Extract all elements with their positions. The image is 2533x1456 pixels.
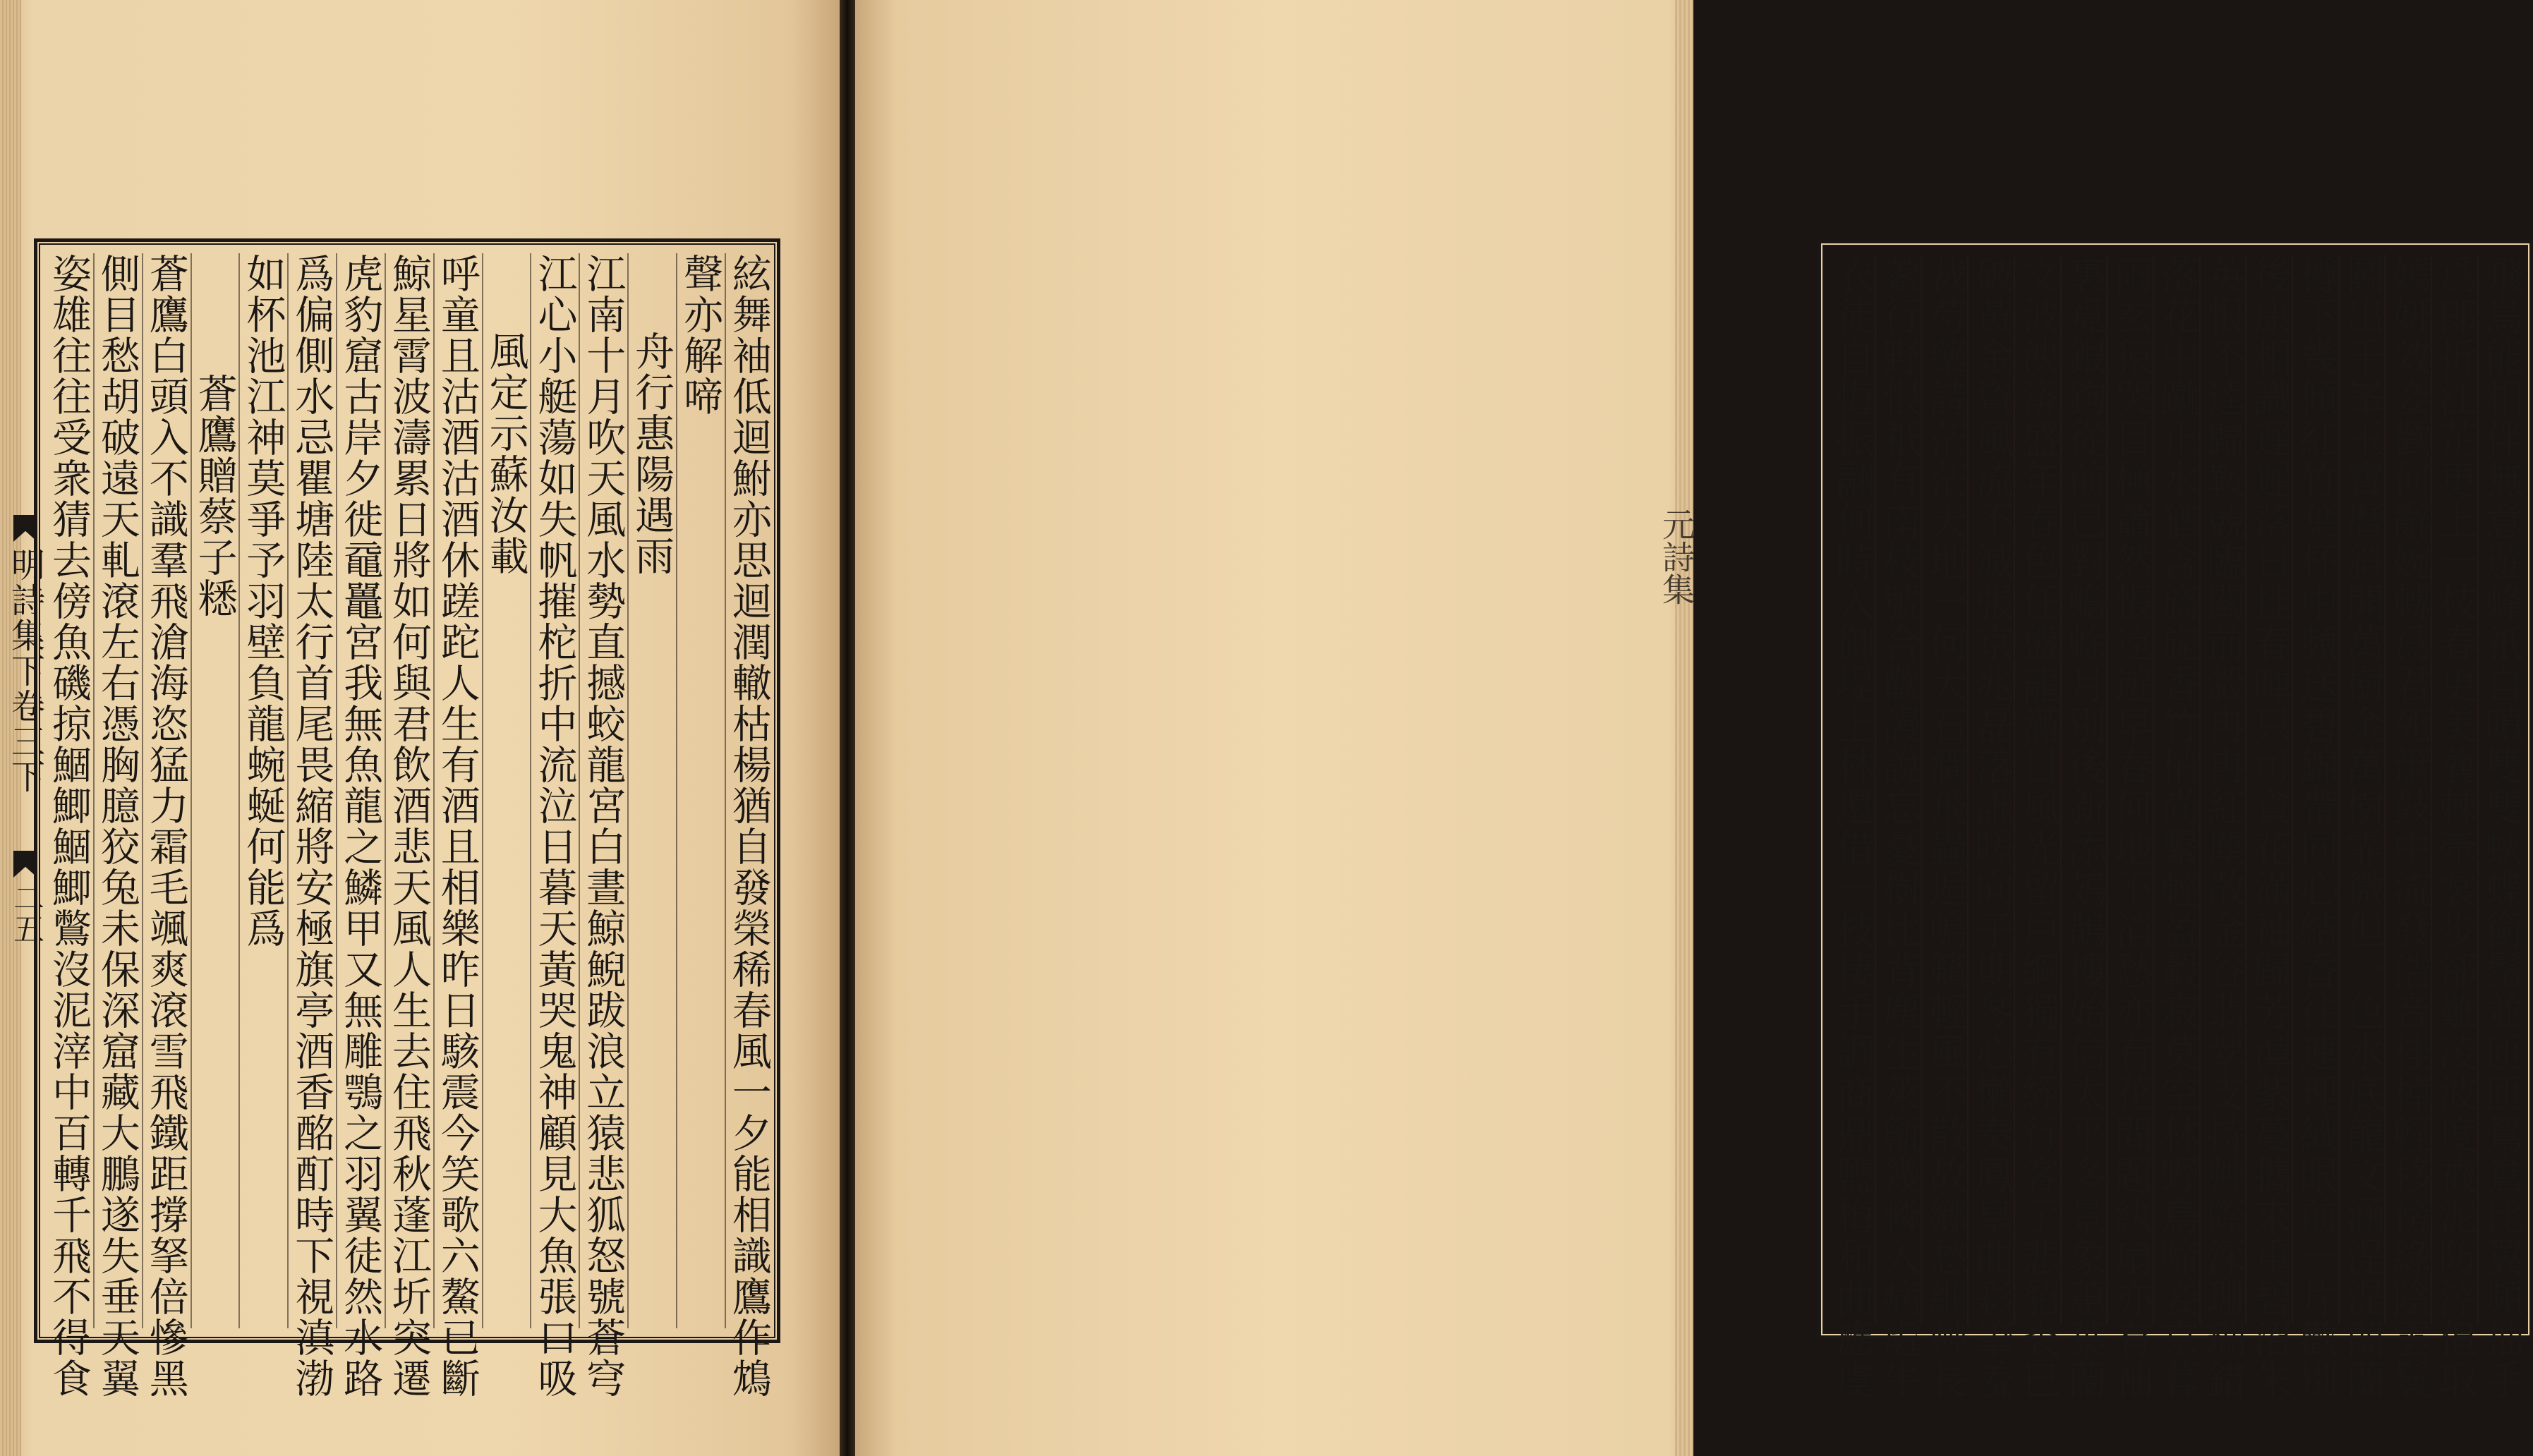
text-column: 爲偏側水忌瞿塘陸太行首尾畏縮將安極旗亭酒香酩酊時下視滇渤: [289, 253, 335, 1399]
text-column: 風定示蘇汝載: [482, 253, 526, 1328]
text-column: 蒼鷹贈蔡子䊝: [191, 253, 234, 1328]
text-column: 舟行惠陽遇雨: [627, 253, 671, 1328]
text-column: 後康相識遲遲落日挂春暉只可貪花滿袖歸芳潭紫蔓攜來重碧沼朱: [2247, 255, 2293, 1400]
left-page: [0, 0, 840, 1456]
text-column: 樽下幾傾紅竹葉杯中頻送碧錦帶同心結香往連理織眼前一片歡別: [2293, 255, 2340, 1400]
right-margin-strip: [1657, 240, 1695, 1333]
text-column: 縈行野恨祇有南枝號合歡謾說忘憂樹比背塵生萊甔幾憐入病處牛: [1875, 255, 1922, 1400]
text-column: 江南十月吹天風水勢直撼蛟龍宮白晝鯨鯢跋浪立猿悲狐怒號蒼穹: [580, 253, 627, 1399]
left-columns: [46, 253, 772, 1399]
text-column: 聲亦解啼: [676, 253, 720, 1328]
text-column: 爲郎折江芷更上一枝春更美蘘棘牽裳步郤難凌波度襪泥防滓但取: [2432, 255, 2479, 1400]
right-text-frame: [1818, 240, 2533, 1400]
text-column: 英恨不逵歸鞍競臨闗前轂冉冉紅塵散金谷翡翠支持艸際深珊瑚錯: [2200, 255, 2247, 1400]
text-column: 落花中蹴止水猶含旖旎香竹梢尚繫輕盈轂寂莫空林野鳥啼妾京暮: [2153, 255, 2200, 1400]
text-column: 裁芍藥詩茫茫天地一何大石澗飛蟲逅鳴籟輕風不散故鄉愁細艸長: [1922, 255, 1969, 1400]
text-column: 呼童且沽酒沽酒休蹉跎人生有酒且相樂昨日駭震今笑歌六鰲已斷: [434, 253, 480, 1399]
text-column: 衣徒自悔振翮何時入御堤上林還借一枝棲手調商鼎鹽梅和曲應虞: [1830, 255, 1875, 1400]
text-column: 絃舞袖低迴鮒亦思迴潤轍枯楊猶自發榮稀春風一夕能相識鷹作鴆: [725, 253, 772, 1399]
text-column: 嫣妍效妾歡何辭婉轉爲君死簫鼓中流發浩音桂棹輕移傍綠陰雲鬟: [2386, 255, 2432, 1400]
text-column: 文波泱漭盛年春色任盤龍滿目風光留戶綱獨有經行客亍悲貂裘巳: [2014, 255, 2061, 1400]
right-columns: [1830, 255, 2525, 1400]
text-column: 雨玄猿哭目極蕭然悵遠遊早春何地不消愁亦有花間題紈扇亦有袖: [2108, 255, 2154, 1400]
text-column: 鬬出千峯玉寶曆斜開萬樹金萬樹霏微但一色水底龍文涵湜湜蘭蘭: [2339, 255, 2386, 1400]
right-margin-title: 元詩集: [1657, 508, 1695, 605]
left-text-frame: [34, 238, 780, 1399]
text-column: 側目愁胡破遠天軋滾左右憑胸臆狡兔未保深窟藏大鵬遂失垂天翼: [94, 253, 140, 1399]
text-column: 飛鳥能相伴無意遊蜂祇自嗔雙雙蛺蝶銜鬚並匝匝鴛鴦比翼頻抽手: [2478, 255, 2525, 1400]
book-gutter: [840, 0, 855, 1456]
page-number: 二五: [8, 882, 44, 944]
text-column: 裏覓銀鉤從前已對蟾蜍月別後新添鳷鵲樓始信太平多景象蕙葉蘭: [2061, 255, 2108, 1400]
text-column: 如杯池江神莫爭予羽壁負龍蜿蜒何能爲: [238, 253, 282, 1328]
text-column: 江心小艇蕩如失帆摧柁折中流泣日暮天黃哭鬼神顧見大魚張口吸: [531, 253, 578, 1399]
right-page: [855, 0, 2525, 1456]
left-margin-title: 明詩集下卷三下: [5, 547, 45, 794]
text-column: 蒼鷹白頭入不識羣飛滄海恣猛力霜毛颯爽滾雪飛鐵距撐拏倍慘黑: [143, 253, 189, 1399]
text-column: 破黃金資風流不滅張京兆磊落誰嗟向子期琴心懶奏鳳皇曲彩筆羞: [1969, 255, 2015, 1400]
text-column: 鯨星霄波濤累日將如何與君飲酒悲天風人生去住飛秋蓬江圻突遷: [385, 253, 432, 1399]
text-column: 姿雄往往受衆猜去傍魚磯掠鯝鯽鯝鯽鷩沒泥滓中百轉千飛不得食: [46, 253, 92, 1399]
text-column: 虎豹窟古岸夕徙黿鼉宮我無魚龍之鱗甲又無雕鶚之羽翼徒然水路: [337, 253, 384, 1399]
